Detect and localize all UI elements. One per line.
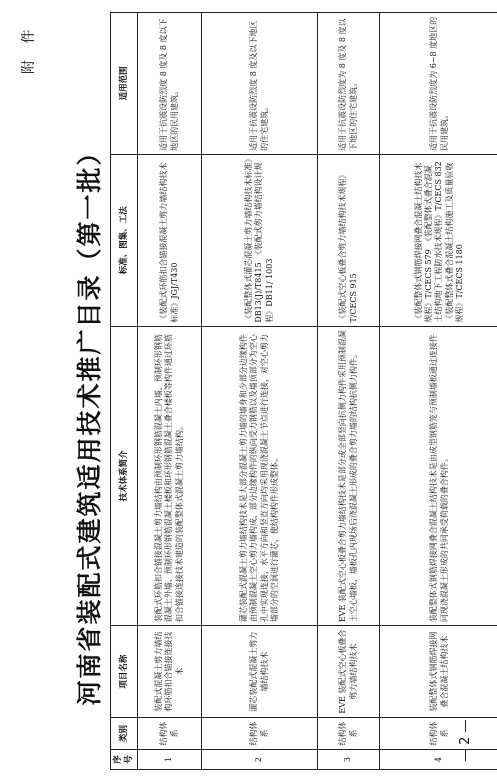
row-name: EVE 装配式空心板叠合剪力墙结构技术: [318, 626, 380, 718]
row-scope: 适用于抗震设防烈度 8 度及 8 度以下地区的民用建筑。: [138, 13, 202, 155]
row-no: 4: [380, 750, 497, 770]
row-name: 灌芯装配式混凝土剪力墙结构技术: [202, 626, 318, 718]
row-scope: 适用于抗震设防烈度 8 度及以下地区的住宅建筑。: [202, 13, 318, 155]
row-intro: 装配整体式钢筋焊接网叠合混凝土结构技术是由成型钢筋笼与预制墙板通过连接件同现浇混凝土形成的共同承受荷载的叠合构件。: [380, 326, 497, 626]
header-category: 类别: [111, 718, 138, 750]
row-category: 结构体系: [202, 718, 318, 750]
attachment-label: 附 件: [21, 23, 37, 74]
row-no: 3: [318, 750, 380, 770]
row-no: 2: [202, 750, 318, 770]
row-name: 装配式混凝土剪力墙结构环筋扣合锚接连接技术: [138, 626, 202, 718]
row-intro: 装配式环筋扣合锚接混凝土剪力墙结构由预制环形钢筋混凝土内墙、预制环形钢筋混凝土外墙、预制环形钢筋混凝土楼板和环形钢筋混凝土叠合楼板等构件通过环筋扣合锚接连接技术建造的装配整体式混凝土剪力墙结构。: [138, 326, 202, 626]
header-no: 序号: [111, 750, 138, 770]
table-row: [318, 13, 380, 770]
row-name: 装配整体式钢筋焊接网叠合混凝土结构技术: [380, 626, 497, 718]
row-no: 1: [138, 750, 202, 770]
row-category: 结构体系: [380, 718, 497, 750]
header-scope: 适用范围: [111, 13, 138, 155]
row-standards: 《装配式环筋扣合锚接混凝土剪力墙结构技术标准》JGJ/T430: [138, 154, 202, 326]
row-standards: 《装配式空心板叠合剪力墙结构技术规程》T/CECS 915: [318, 154, 380, 326]
header-standards: 标准、图集、工法: [111, 154, 138, 326]
page-number: — 2 —: [458, 719, 473, 762]
header-intro: 技术体系简介: [111, 326, 138, 626]
row-intro: 灌芯装配式混凝土剪力墙结构技术是大部分混凝土剪力墙的墙身和少部分边缘构件由预制混凝土空心剪力墙构成，部分边缘构件的纵向受力钢筋以及墙顶部分为空心孔中实现连接，水平方向和竖直方向均采用现浇混凝土节点进行连接，对空心剪力墙部分的空洞进行灌芯，使结构构件形成整体。: [202, 326, 318, 626]
row-category: 结构体系: [318, 718, 380, 750]
row-scope: 适用于抗震设防烈度为 8 度及 8 度以下地区的住宅建筑。: [318, 13, 380, 155]
table-row: [202, 13, 318, 770]
header-name: 项目名称: [111, 626, 138, 718]
row-scope: 适用于抗震设防烈度为 6~8 度地区的民用建筑。: [380, 13, 497, 155]
table-header-row: [111, 13, 138, 770]
row-standards: 《装配整体式灌芯混凝土剪力墙结构技术标准》DB13(J)/T8415 《装配式剪力墙结构设计规程》DB11/ 1003: [202, 154, 318, 326]
row-intro: EVE 装配式空心板叠合剪力墙结构技术是部分或全部竖向抗侧力构件采用预制混凝土空心墙板，墙板孔内现场后浇混凝土形成的叠合剪力墙的结构抗侧力构件。: [318, 326, 380, 626]
row-category: 结构体系: [138, 718, 202, 750]
page-title: 河南省装配式建筑适用技术推广目录（第一批）: [75, 138, 104, 706]
row-standards: 《装配整体式钢筋焊接网叠合混凝土结构技术规程》T/CECS 579 《装配整体式叠合混凝土结构地下工程防水技术规程》T/CECS 832 《装配整体式叠合混凝土结构施工及质量验收规程》T/CECS 1180: [380, 154, 497, 326]
table-row: [138, 13, 202, 770]
table-row: [380, 13, 497, 770]
catalog-table: [110, 12, 497, 770]
